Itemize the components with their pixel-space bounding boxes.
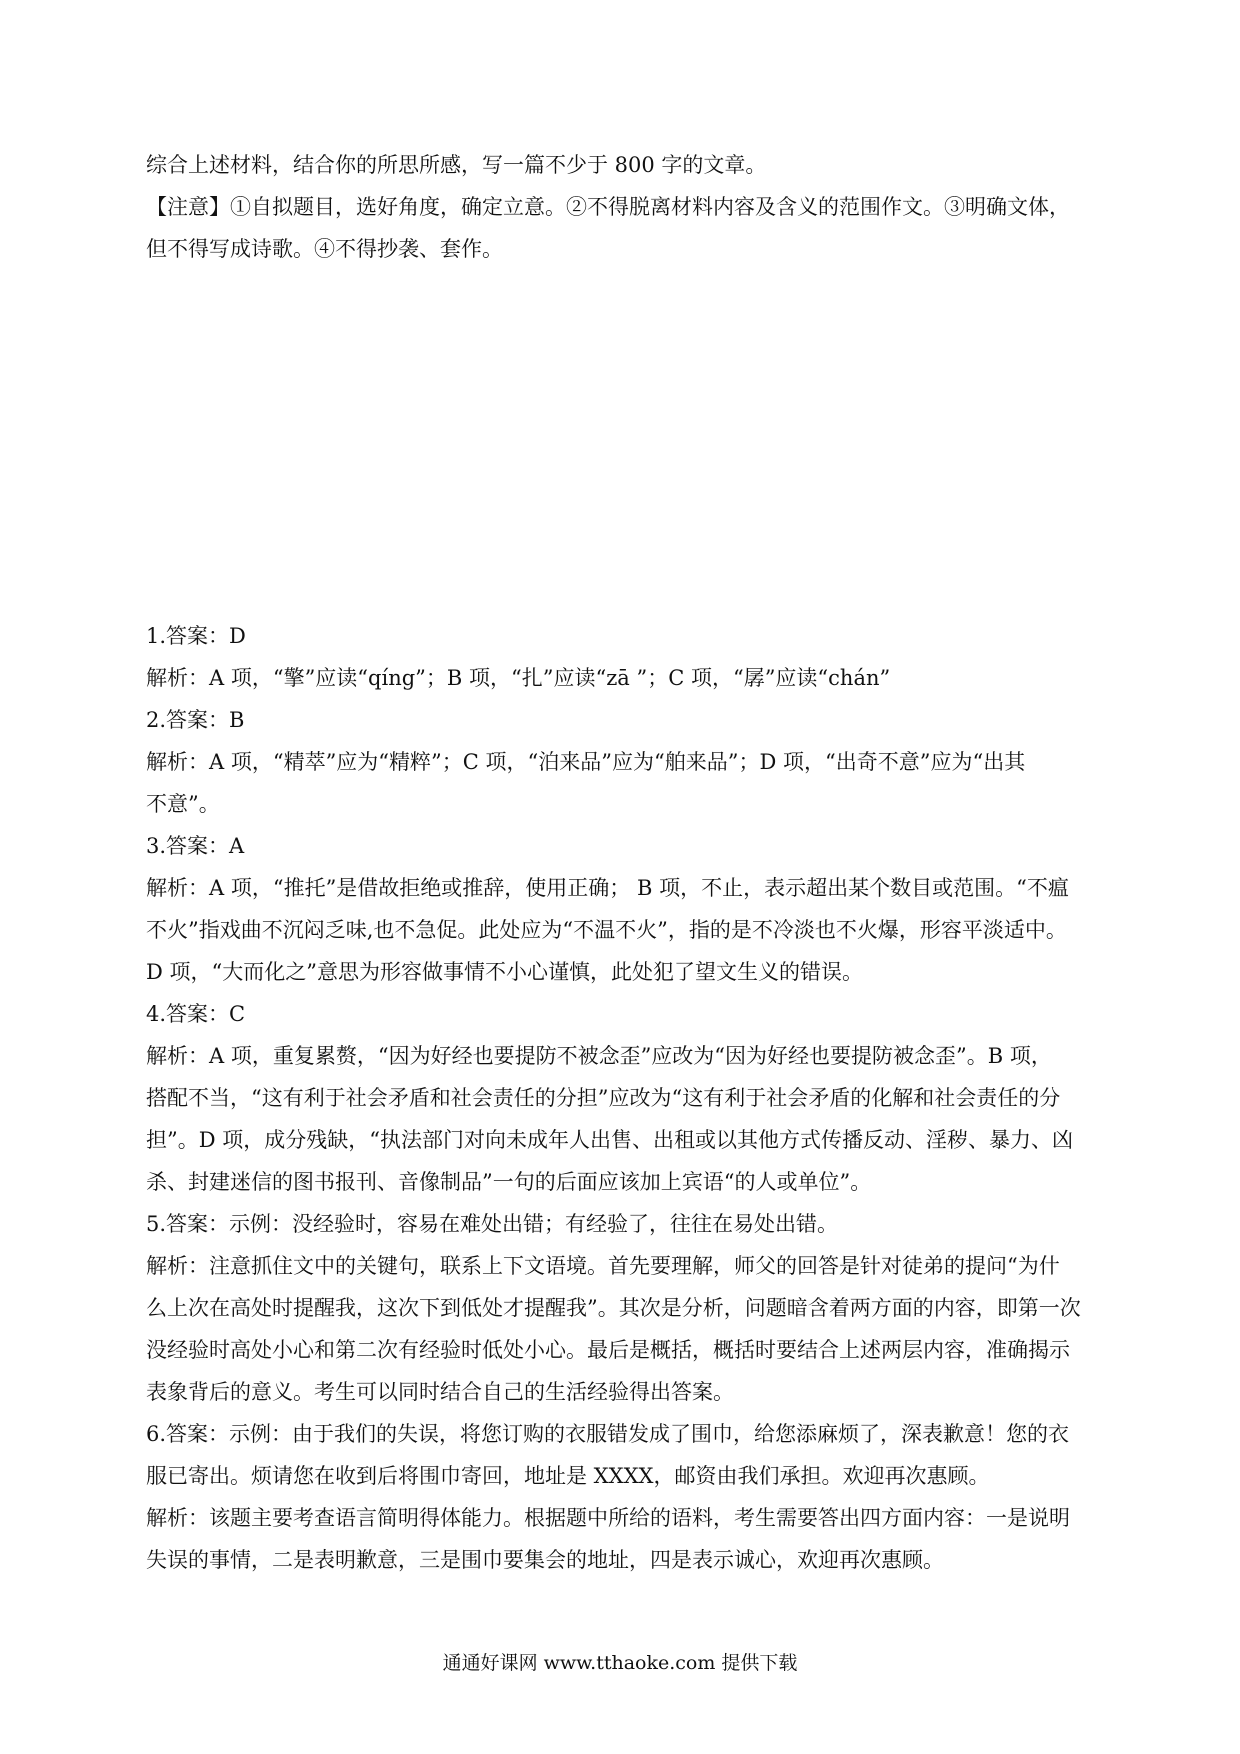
q6-answer-line: 服已寄出。烦请您在收到后将围巾寄回，地址是 XXXX，邮资由我们承担。欢迎再次惠顾。 — [146, 1464, 990, 1488]
q4-analysis-line: 担”。D 项，成分残缺，“执法部门对向未成年人出售、出租或以其他方式传播反动、淫秽、暴力、凶 — [146, 1128, 1073, 1152]
q1-answer: 1.答案：D — [146, 624, 246, 648]
q2-analysis-line: 不意”。 — [146, 792, 220, 816]
essay-prompt — [146, 144, 1106, 270]
q3-answer: 3.答案：A — [146, 834, 245, 858]
q5-analysis-line: 没经验时高处小心和第二次有经验时低处小心。最后是概括，概括时要结合上述两层内容，准确揭示 — [146, 1338, 1070, 1362]
q4-answer: 4.答案：C — [146, 1002, 246, 1026]
q6-analysis-line: 失误的事情，二是表明歉意，三是围巾要集会的地址，四是表示诚心，欢迎再次惠顾。 — [146, 1548, 944, 1572]
q4-analysis-line: 搭配不当，“这有利于社会矛盾和社会责任的分担”应改为“这有利于社会矛盾的化解和社会责任的分 — [146, 1086, 1061, 1110]
q1-analysis: 解析：A 项，“擎”应读“qíng”；B 项，“扎”应读“zā ”；C 项，“孱”应读“chán” — [146, 666, 891, 690]
q4-analysis-line: 杀、封建迷信的图书报刊、音像制品”一句的后面应该加上宾语“的人或单位”。 — [146, 1170, 872, 1194]
essay-instruction: 综合上述材料，结合你的所思所感，写一篇不少于 800 字的文章。 — [146, 153, 767, 177]
q6-answer-line: 6.答案：示例：由于我们的失误，将您订购的衣服错发成了围巾，给您添麻烦了，深表歉意！您的衣 — [146, 1422, 1070, 1446]
q3-analysis-line: D 项，“大而化之”意思为形容做事情不小心谨慎，此处犯了望文生义的错误。 — [146, 960, 863, 984]
essay-note-line-1: 【注意】①自拟题目，选好角度，确定立意。②不得脱离材料内容及含义的范围作文。③明确文体， — [146, 195, 1070, 219]
q3-analysis-line: 不火”指戏曲不沉闷乏味,也不急促。此处应为“不温不火”，指的是不冷淡也不火爆，形容平淡适中。 — [146, 918, 1067, 942]
q2-answer: 2.答案：B — [146, 708, 245, 732]
q6-analysis-line: 解析：该题主要考查语言简明得体能力。根据题中所给的语料，考生需要答出四方面内容：一是说明 — [146, 1506, 1070, 1530]
q2-analysis-line: 解析：A 项，“精萃”应为“精粹”；C 项，“泊来品”应为“舶来品”；D 项，“出奇不意”应为“出其 — [146, 750, 1026, 774]
page-footer: 通通好课网 www.tthaoke.com 提供下载 — [442, 1652, 798, 1674]
answer-key — [146, 615, 1106, 1581]
q4-analysis-line: 解析：A 项，重复累赘，“因为好经也要提防不被念歪”应改为“因为好经也要提防被念歪”。B 项， — [146, 1044, 1052, 1068]
q5-analysis-line: 解析：注意抓住文中的关键句，联系上下文语境。首先要理解，师父的回答是针对徒弟的提问“为什 — [146, 1254, 1060, 1278]
q5-answer: 5.答案：示例：没经验时，容易在难处出错；有经验了，往往在易处出错。 — [146, 1212, 839, 1236]
q5-analysis-line: 么上次在高处时提醒我，这次下到低处才提醒我”。其次是分析，问题暗含着两方面的内容，即第一次 — [146, 1296, 1081, 1320]
q3-analysis-line: 解析：A 项，“推托”是借故拒绝或推辞，使用正确； B 项，不止，表示超出某个数目或范围。“不瘟 — [146, 876, 1069, 900]
q5-analysis-line: 表象背后的意义。考生可以同时结合自己的生活经验得出答案。 — [146, 1380, 734, 1404]
essay-note-line-2: 但不得写成诗歌。④不得抄袭、套作。 — [146, 237, 503, 261]
